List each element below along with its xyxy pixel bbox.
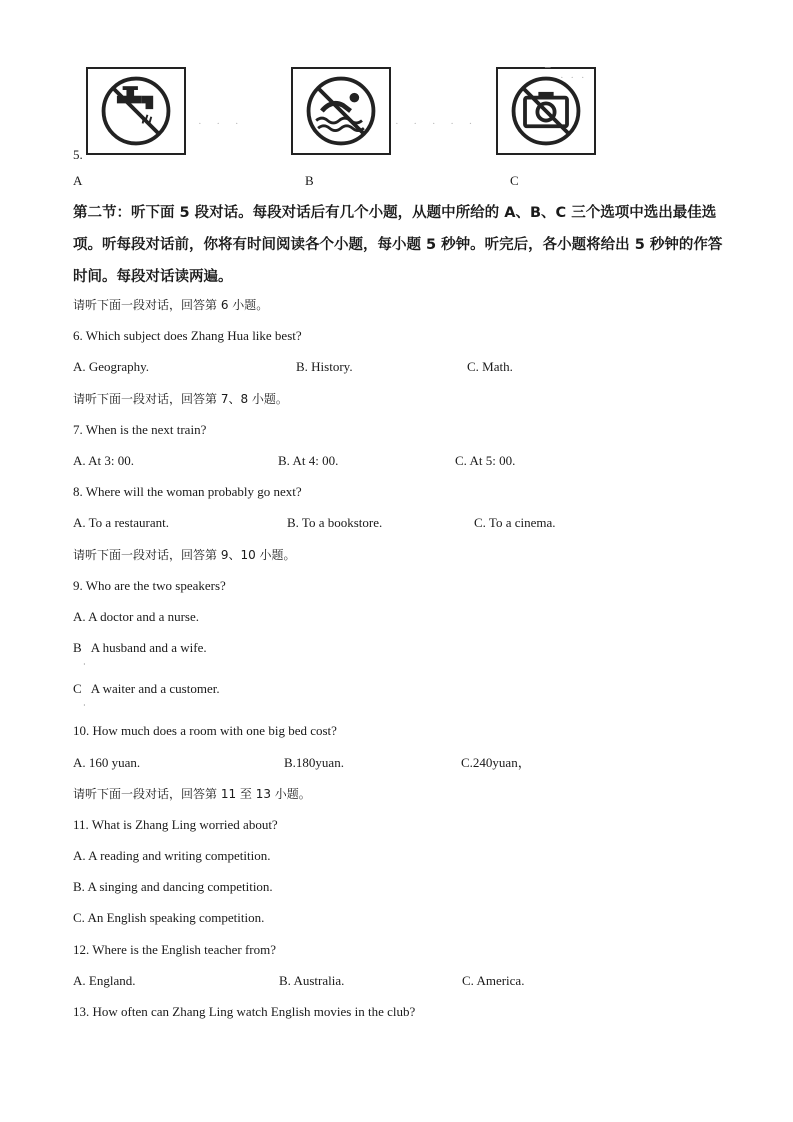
q7-option-b: B. At 4: 00. (278, 453, 339, 468)
question-7: 7. When is the next train? (73, 422, 207, 437)
q12-option-a: A. England. (73, 973, 136, 988)
q12-option-c: C. America. (462, 973, 525, 988)
instruction-q6: 请听下面一段对话，回答第 6 小题。 (73, 298, 269, 312)
scan-artifact: · · · · · (395, 118, 479, 130)
q9-option-c: C A waiter and a customer. (73, 681, 220, 696)
option-b-label: B (305, 173, 314, 188)
instruction-q7-8: 请听下面一段对话，回答第 7、8 小题。 (73, 392, 288, 406)
scan-artifact: · (83, 701, 86, 710)
sign-b (291, 67, 391, 155)
option-a-label: A (73, 173, 83, 188)
instruction-q11-13: 请听下面一段对话，回答第 11 至 13 小题。 (73, 787, 311, 801)
section-2-heading: 第二节：听下面 5 段对话。每段对话后有几个小题，从题中所给的 A、B、C 三个选项中选出最佳选项。听每段对话前，你将有时间阅读各个小题，每小题 5 秒钟。听完后，各小题将给出 5 秒钟的作答时间。每段对话读两遍。 (73, 205, 723, 285)
q6-option-c: C. Math. (467, 359, 513, 374)
q9-option-a: A. A doctor and a nurse. (73, 609, 200, 624)
q7-option-a: A. At 3: 00. (73, 453, 135, 468)
q11-option-a: A. A reading and writing competition. (73, 848, 271, 863)
q12-option-b: B. Australia. (279, 973, 345, 988)
q10-option-a: A. 160 yuan. (73, 755, 141, 770)
question-11: 11. What is Zhang Ling worried about? (73, 817, 278, 832)
q10-option-b: B.180yuan. (284, 755, 344, 770)
instruction-q9-10: 请听下面一段对话，回答第 9、10 小题。 (73, 548, 296, 562)
q7-option-c: C. At 5: 00. (455, 453, 516, 468)
q11-option-b: B. A singing and dancing competition. (73, 879, 273, 894)
q9-option-b: B A husband and a wife. (73, 640, 207, 655)
no-swimming-icon (293, 69, 389, 153)
no-water-tap-icon (88, 69, 184, 153)
sign-a (86, 67, 186, 155)
q11-option-c: C. An English speaking competition. (73, 910, 265, 925)
q8-option-a: A. To a restaurant. (73, 515, 169, 530)
question-6: 6. Which subject does Zhang Hua like best? (73, 328, 302, 343)
q10-option-c: C.240yuan， (461, 755, 531, 770)
q8-option-c: C. To a cinema. (474, 515, 556, 530)
question-9: 9. Who are the two speakers? (73, 578, 226, 593)
scan-artifact: · (83, 660, 86, 669)
question-13: 13. How often can Zhang Ling watch English movies in the club? (73, 1004, 416, 1019)
q8-option-b: B. To a bookstore. (287, 515, 383, 530)
scan-artifact: · · · (560, 72, 587, 84)
question-12: 12. Where is the English teacher from? (73, 942, 276, 957)
question-10: 10. How much does a room with one big bed cost? (73, 723, 337, 738)
question-5-number: 5. (73, 147, 83, 162)
q6-option-a: A. Geography. (73, 359, 150, 374)
scan-artifact: · · · (198, 118, 245, 130)
option-c-label: C (510, 173, 519, 188)
q6-option-b: B. History. (296, 359, 353, 374)
scan-artifact: _ (545, 57, 551, 69)
question-8: 8. Where will the woman probably go next? (73, 484, 302, 499)
